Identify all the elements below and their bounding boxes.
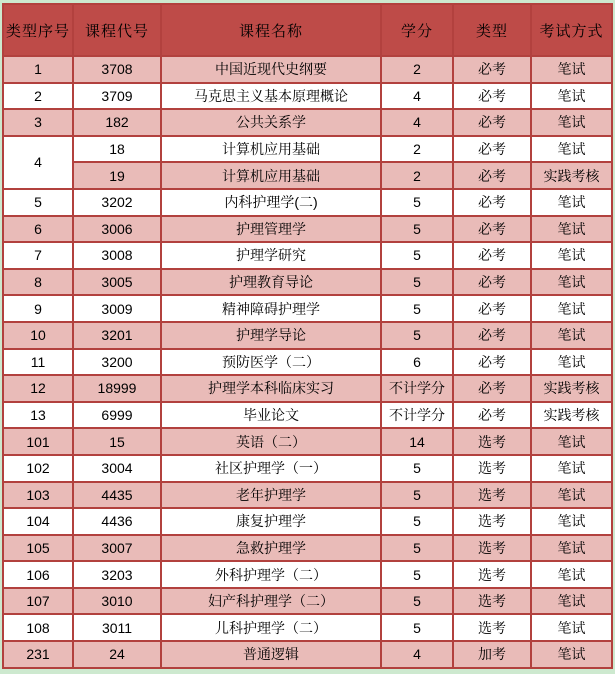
cell-type: 必考 bbox=[453, 242, 531, 269]
cell-exam: 笔试 bbox=[531, 455, 612, 482]
cell-name: 普通逻辑 bbox=[161, 641, 381, 668]
col-header-type: 类型 bbox=[453, 4, 531, 56]
table-row bbox=[3, 588, 612, 615]
cell-type: 必考 bbox=[453, 189, 531, 216]
cell-code: 3708 bbox=[73, 56, 161, 83]
cell-type: 必考 bbox=[453, 109, 531, 136]
cell-type: 选考 bbox=[453, 482, 531, 509]
cell-type: 加考 bbox=[453, 641, 531, 668]
cell-exam: 实践考核 bbox=[531, 402, 612, 429]
cell-type: 必考 bbox=[453, 83, 531, 110]
table-row bbox=[3, 189, 612, 216]
cell-type: 必考 bbox=[453, 56, 531, 83]
table-row bbox=[3, 216, 612, 243]
cell-type: 必考 bbox=[453, 322, 531, 349]
cell-type: 必考 bbox=[453, 375, 531, 402]
cell-exam: 笔试 bbox=[531, 588, 612, 615]
table-row bbox=[3, 641, 612, 668]
cell-code: 3006 bbox=[73, 216, 161, 243]
cell-name: 社区护理学（一） bbox=[161, 455, 381, 482]
cell-code: 3200 bbox=[73, 349, 161, 376]
cell-exam: 笔试 bbox=[531, 136, 612, 163]
cell-seq: 6 bbox=[3, 216, 73, 243]
cell-seq: 108 bbox=[3, 614, 73, 641]
cell-code: 4435 bbox=[73, 482, 161, 509]
cell-type: 选考 bbox=[453, 535, 531, 562]
cell-name: 中国近现代史纲要 bbox=[161, 56, 381, 83]
cell-exam: 笔试 bbox=[531, 561, 612, 588]
cell-exam: 笔试 bbox=[531, 295, 612, 322]
table-row bbox=[3, 482, 612, 509]
cell-credit: 5 bbox=[381, 242, 453, 269]
cell-name: 护理学本科临床实习 bbox=[161, 375, 381, 402]
cell-type: 必考 bbox=[453, 216, 531, 243]
cell-name: 预防医学（二） bbox=[161, 349, 381, 376]
table-row bbox=[3, 295, 612, 322]
cell-exam: 笔试 bbox=[531, 189, 612, 216]
table-row bbox=[3, 535, 612, 562]
cell-seq: 231 bbox=[3, 641, 73, 668]
cell-seq: 9 bbox=[3, 295, 73, 322]
cell-type: 选考 bbox=[453, 428, 531, 455]
cell-credit: 2 bbox=[381, 136, 453, 163]
table-header bbox=[3, 4, 612, 56]
cell-credit: 5 bbox=[381, 322, 453, 349]
cell-code: 4436 bbox=[73, 508, 161, 535]
table-row bbox=[3, 561, 612, 588]
cell-credit: 2 bbox=[381, 56, 453, 83]
cell-exam: 笔试 bbox=[531, 242, 612, 269]
table-row bbox=[3, 428, 612, 455]
cell-seq: 102 bbox=[3, 455, 73, 482]
cell-credit: 6 bbox=[381, 349, 453, 376]
cell-credit: 14 bbox=[381, 428, 453, 455]
cell-code: 19 bbox=[73, 162, 161, 189]
cell-exam: 笔试 bbox=[531, 482, 612, 509]
cell-seq: 3 bbox=[3, 109, 73, 136]
cell-exam: 实践考核 bbox=[531, 375, 612, 402]
col-header-credits: 学分 bbox=[381, 4, 453, 56]
cell-name: 精神障碍护理学 bbox=[161, 295, 381, 322]
cell-name: 计算机应用基础 bbox=[161, 162, 381, 189]
cell-type: 必考 bbox=[453, 349, 531, 376]
cell-type: 必考 bbox=[453, 295, 531, 322]
cell-seq: 104 bbox=[3, 508, 73, 535]
cell-seq: 105 bbox=[3, 535, 73, 562]
cell-exam: 笔试 bbox=[531, 428, 612, 455]
cell-seq: 1 bbox=[3, 56, 73, 83]
cell-code: 15 bbox=[73, 428, 161, 455]
table-row bbox=[3, 83, 612, 110]
cell-type: 必考 bbox=[453, 162, 531, 189]
cell-credit: 2 bbox=[381, 162, 453, 189]
course-table-body bbox=[3, 56, 612, 668]
col-header-type-seq: 类型序号 bbox=[3, 4, 73, 56]
cell-exam: 笔试 bbox=[531, 322, 612, 349]
cell-name: 外科护理学（二） bbox=[161, 561, 381, 588]
cell-type: 必考 bbox=[453, 402, 531, 429]
table-row bbox=[3, 242, 612, 269]
col-header-course-code: 课程代号 bbox=[73, 4, 161, 56]
cell-exam: 笔试 bbox=[531, 216, 612, 243]
cell-seq: 10 bbox=[3, 322, 73, 349]
cell-credit: 5 bbox=[381, 295, 453, 322]
cell-exam: 笔试 bbox=[531, 109, 612, 136]
cell-type: 选考 bbox=[453, 614, 531, 641]
cell-credit: 5 bbox=[381, 455, 453, 482]
cell-name: 公共关系学 bbox=[161, 109, 381, 136]
cell-code: 3203 bbox=[73, 561, 161, 588]
table-row bbox=[3, 136, 612, 163]
cell-name: 护理学研究 bbox=[161, 242, 381, 269]
cell-name: 康复护理学 bbox=[161, 508, 381, 535]
cell-exam: 笔试 bbox=[531, 535, 612, 562]
cell-code: 3008 bbox=[73, 242, 161, 269]
table-row bbox=[3, 322, 612, 349]
table-row bbox=[3, 455, 612, 482]
cell-seq: 2 bbox=[3, 83, 73, 110]
cell-credit: 5 bbox=[381, 269, 453, 296]
cell-seq: 12 bbox=[3, 375, 73, 402]
cell-name: 妇产科护理学（二） bbox=[161, 588, 381, 615]
cell-code: 3709 bbox=[73, 83, 161, 110]
cell-code: 3201 bbox=[73, 322, 161, 349]
cell-type: 必考 bbox=[453, 136, 531, 163]
cell-credit: 5 bbox=[381, 561, 453, 588]
cell-credit: 5 bbox=[381, 482, 453, 509]
cell-credit: 5 bbox=[381, 614, 453, 641]
cell-credit: 4 bbox=[381, 641, 453, 668]
cell-type: 必考 bbox=[453, 269, 531, 296]
cell-name: 护理管理学 bbox=[161, 216, 381, 243]
cell-type: 选考 bbox=[453, 588, 531, 615]
table-row bbox=[3, 269, 612, 296]
cell-seq: 106 bbox=[3, 561, 73, 588]
cell-code: 6999 bbox=[73, 402, 161, 429]
table-row bbox=[3, 349, 612, 376]
cell-code: 18999 bbox=[73, 375, 161, 402]
cell-credit: 4 bbox=[381, 109, 453, 136]
cell-credit: 5 bbox=[381, 216, 453, 243]
cell-credit: 5 bbox=[381, 588, 453, 615]
cell-credit: 5 bbox=[381, 535, 453, 562]
cell-exam: 笔试 bbox=[531, 56, 612, 83]
cell-credit: 5 bbox=[381, 189, 453, 216]
cell-name: 急救护理学 bbox=[161, 535, 381, 562]
cell-seq: 8 bbox=[3, 269, 73, 296]
cell-name: 计算机应用基础 bbox=[161, 136, 381, 163]
cell-code: 18 bbox=[73, 136, 161, 163]
cell-exam: 笔试 bbox=[531, 641, 612, 668]
cell-code: 3004 bbox=[73, 455, 161, 482]
cell-seq: 11 bbox=[3, 349, 73, 376]
table-row bbox=[3, 614, 612, 641]
table-row bbox=[3, 109, 612, 136]
cell-credit: 不计学分 bbox=[381, 375, 453, 402]
cell-seq: 7 bbox=[3, 242, 73, 269]
cell-exam: 笔试 bbox=[531, 349, 612, 376]
cell-code: 3010 bbox=[73, 588, 161, 615]
col-header-exam-method: 考试方式 bbox=[531, 4, 612, 56]
cell-exam: 笔试 bbox=[531, 508, 612, 535]
cell-name: 儿科护理学（二） bbox=[161, 614, 381, 641]
cell-type: 选考 bbox=[453, 455, 531, 482]
cell-code: 3007 bbox=[73, 535, 161, 562]
cell-seq: 5 bbox=[3, 189, 73, 216]
cell-seq: 4 bbox=[3, 136, 73, 189]
cell-type: 选考 bbox=[453, 508, 531, 535]
cell-name: 护理学导论 bbox=[161, 322, 381, 349]
cell-name: 马克思主义基本原理概论 bbox=[161, 83, 381, 110]
table-row bbox=[3, 402, 612, 429]
cell-name: 毕业论文 bbox=[161, 402, 381, 429]
cell-name: 英语（二） bbox=[161, 428, 381, 455]
cell-seq: 107 bbox=[3, 588, 73, 615]
course-table bbox=[2, 3, 613, 669]
cell-credit: 5 bbox=[381, 508, 453, 535]
cell-code: 3011 bbox=[73, 614, 161, 641]
cell-name: 老年护理学 bbox=[161, 482, 381, 509]
cell-exam: 笔试 bbox=[531, 83, 612, 110]
cell-code: 3009 bbox=[73, 295, 161, 322]
cell-code: 3005 bbox=[73, 269, 161, 296]
cell-code: 3202 bbox=[73, 189, 161, 216]
cell-exam: 笔试 bbox=[531, 614, 612, 641]
cell-credit: 不计学分 bbox=[381, 402, 453, 429]
cell-code: 24 bbox=[73, 641, 161, 668]
cell-exam: 笔试 bbox=[531, 269, 612, 296]
cell-seq: 101 bbox=[3, 428, 73, 455]
table-row bbox=[3, 56, 612, 83]
cell-seq: 103 bbox=[3, 482, 73, 509]
header-row bbox=[3, 4, 612, 56]
col-header-course-name: 课程名称 bbox=[161, 4, 381, 56]
cell-exam: 实践考核 bbox=[531, 162, 612, 189]
cell-seq: 13 bbox=[3, 402, 73, 429]
table-row bbox=[3, 375, 612, 402]
cell-credit: 4 bbox=[381, 83, 453, 110]
cell-type: 选考 bbox=[453, 561, 531, 588]
cell-name: 内科护理学(二) bbox=[161, 189, 381, 216]
cell-name: 护理教育导论 bbox=[161, 269, 381, 296]
table-row bbox=[3, 508, 612, 535]
table-row bbox=[3, 162, 612, 189]
cell-code: 182 bbox=[73, 109, 161, 136]
